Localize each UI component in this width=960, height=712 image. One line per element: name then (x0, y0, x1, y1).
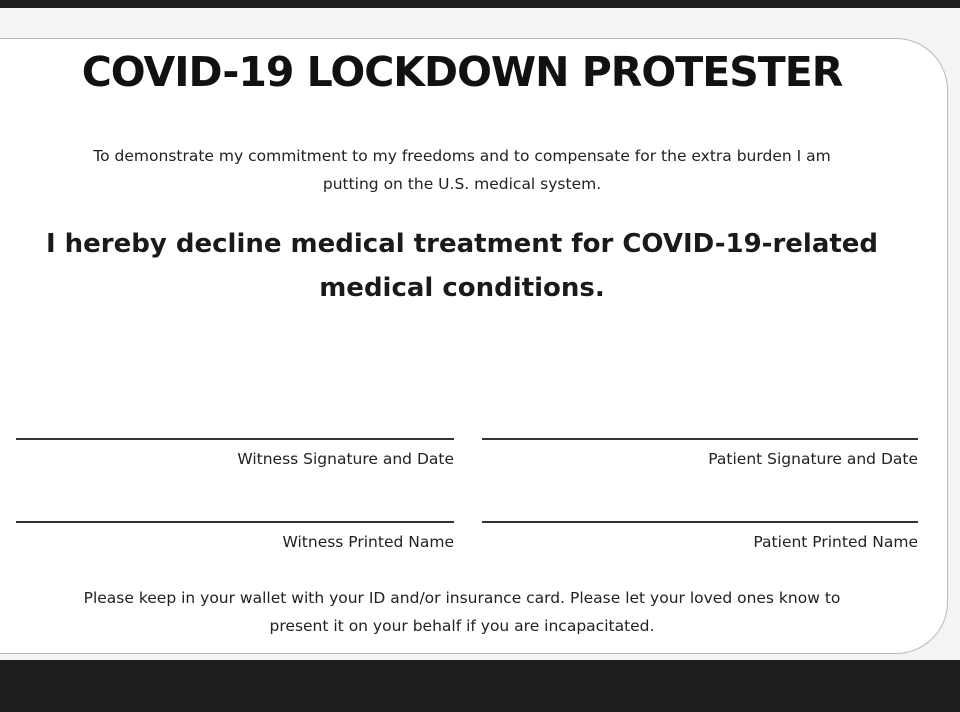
declaration-text (0, 222, 924, 310)
document-image (0, 8, 960, 660)
witness-name-line (16, 521, 454, 523)
declaration-line-1: I hereby decline medical treatment for COVID-19-related (45, 229, 879, 259)
card-border (0, 38, 948, 654)
patient-signature-label: Patient Signature and Date (708, 450, 918, 468)
declaration-line-2: medical conditions. (319, 273, 605, 303)
bottom-dark-bar (0, 660, 960, 712)
patient-signature-line (482, 438, 918, 440)
footer-line-2: present it on your behalf if you are incapacitated. (269, 617, 655, 635)
document-title: COVID-19 LOCKDOWN PROTESTER (81, 48, 843, 96)
footer-note (0, 584, 924, 640)
intro-text (0, 142, 924, 198)
witness-signature-label: Witness Signature and Date (237, 450, 454, 468)
witness-name-label: Witness Printed Name (282, 533, 454, 551)
intro-line-2: putting on the U.S. medical system. (322, 175, 602, 193)
intro-line-1: To demonstrate my commitment to my freedoms and to compensate for the extra burden I am (93, 147, 831, 165)
witness-signature-line (16, 438, 454, 440)
top-dark-strip (0, 0, 960, 8)
patient-name-line (482, 521, 918, 523)
footer-line-1: Please keep in your wallet with your ID and/or insurance card. Please let your loved ones know to (83, 589, 841, 607)
patient-name-label: Patient Printed Name (753, 533, 918, 551)
